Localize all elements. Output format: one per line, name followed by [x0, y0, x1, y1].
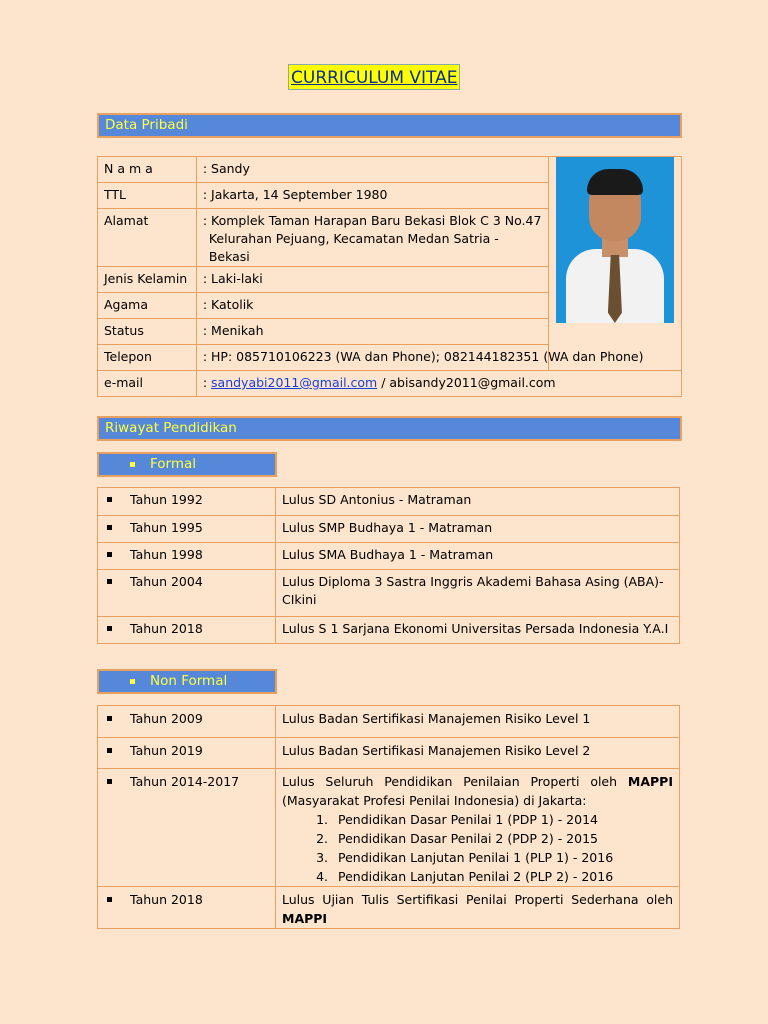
label-agama: Agama: [98, 293, 197, 319]
square-bullet-icon: [107, 626, 112, 631]
desc-cell: [276, 887, 680, 929]
square-bullet-icon: [107, 525, 112, 530]
value-email: [196, 371, 681, 397]
table-row: [98, 371, 682, 397]
table-row: [98, 157, 682, 183]
table-row: [98, 488, 680, 516]
value-jenis-kelamin: : Laki-laki: [196, 267, 548, 293]
page-title: CURRICULUM VITAE: [288, 64, 460, 90]
desc-cell: Lulus Diploma 3 Sastra Inggris Akademi Bahasa Asing (ABA)-CIkini: [276, 570, 680, 617]
label-nama: N a m a: [98, 157, 197, 183]
year-cell: [98, 769, 276, 887]
list-item: 4. Pendidikan Lanjutan Penilai 2 (PLP 2) - 2016: [332, 867, 673, 886]
desc-text: Lulus Seluruh Pendidikan Penilaian Properti oleh: [282, 774, 628, 789]
value-alamat: [196, 209, 548, 267]
year-label: Tahun 2009: [130, 711, 203, 726]
formal-education-table: [97, 487, 680, 644]
desc-cell: Lulus S 1 Sarjana Ekonomi Universitas Persada Indonesia Y.A.I: [276, 617, 680, 644]
subsection-header-non-formal: [97, 669, 277, 694]
value-nama: : Sandy: [196, 157, 548, 183]
section-header-riwayat-pendidikan: Riwayat Pendidikan: [97, 416, 682, 441]
year-label: Tahun 2019: [130, 743, 203, 758]
table-row: [98, 769, 680, 887]
table-row: [98, 543, 680, 570]
desc-cell: Lulus SMP Budhaya 1 - Matraman: [276, 516, 680, 543]
square-bullet-icon: [107, 779, 112, 784]
email-colon: :: [202, 375, 212, 390]
year-label: Tahun 2018: [130, 621, 203, 636]
value-telepon: : HP: 085710106223 (WA dan Phone); 082144182351 (WA dan Phone): [196, 345, 681, 371]
year-cell: [98, 543, 276, 570]
label-telepon: Telepon: [98, 345, 197, 371]
year-label: Tahun 1998: [130, 547, 203, 562]
table-row: [98, 345, 682, 371]
table-row: [98, 738, 680, 769]
email-secondary: / abisandy2011@gmail.com: [377, 375, 556, 390]
year-cell: [98, 738, 276, 769]
table-row: [98, 570, 680, 617]
table-row: [98, 887, 680, 929]
table-row: [98, 706, 680, 738]
value-status: : Menikah: [196, 319, 548, 345]
desc-text: Lulus Ujian Tulis Sertifikasi Penilai Properti Sederhana oleh: [282, 892, 673, 907]
label-status: Status: [98, 319, 197, 345]
square-bullet-icon: [107, 552, 112, 557]
desc-cell: Lulus Badan Sertifikasi Manajemen Risiko Level 1: [276, 706, 680, 738]
square-bullet-icon: [107, 497, 112, 502]
label-jenis-kelamin: Jenis Kelamin: [98, 267, 197, 293]
desc-text: (Masyarakat Profesi Penilai Indonesia) di Jakarta:: [282, 793, 587, 808]
year-label: Tahun 1995: [130, 520, 203, 535]
table-row: [98, 516, 680, 543]
desc-bold: MAPPI: [627, 774, 673, 789]
label-email: e-mail: [98, 371, 197, 397]
desc-cell: [276, 769, 680, 887]
subsection-label: Non Formal: [150, 673, 228, 689]
alamat-line-2: Kelurahan Pejuang, Kecamatan Medan Satria - Bekasi: [208, 231, 499, 264]
desc-cell: Lulus Badan Sertifikasi Manajemen Risiko Level 2: [276, 738, 680, 769]
year-label: Tahun 2014-2017: [130, 774, 240, 789]
square-bullet-icon: [130, 679, 135, 684]
subsection-header-formal: [97, 452, 277, 477]
photo-cell: [548, 157, 681, 371]
year-label: Tahun 1992: [130, 492, 203, 507]
section-header-data-pribadi: Data Pribadi: [97, 113, 682, 138]
year-cell: [98, 706, 276, 738]
label-alamat: Alamat: [98, 209, 197, 267]
desc-cell: Lulus SD Antonius - Matraman: [276, 488, 680, 516]
desc-bold: MAPPI: [282, 911, 328, 926]
year-cell: [98, 570, 276, 617]
square-bullet-icon: [107, 748, 112, 753]
subsection-label: Formal: [150, 456, 197, 472]
profile-photo: [556, 157, 674, 323]
value-agama: : Katolik: [196, 293, 548, 319]
year-label: Tahun 2018: [130, 892, 203, 907]
value-ttl: : Jakarta, 14 September 1980: [196, 183, 548, 209]
square-bullet-icon: [107, 579, 112, 584]
square-bullet-icon: [107, 897, 112, 902]
year-cell: [98, 516, 276, 543]
list-item: 1. Pendidikan Dasar Penilai 1 (PDP 1) - 2014: [332, 810, 673, 829]
non-formal-education-table: [97, 705, 680, 929]
list-item: 2. Pendidikan Dasar Penilai 2 (PDP 2) - 2015: [332, 829, 673, 848]
personal-data-table: [97, 156, 682, 397]
list-item: 3. Pendidikan Lanjutan Penilai 1 (PLP 1) - 2016: [332, 848, 673, 867]
year-cell: [98, 617, 276, 644]
table-row: [98, 617, 680, 644]
mappi-course-list: [282, 810, 673, 886]
year-cell: [98, 488, 276, 516]
year-cell: [98, 887, 276, 929]
alamat-line-1: : Komplek Taman Harapan Baru Bekasi Blok C 3 No.47: [202, 213, 542, 228]
year-label: Tahun 2004: [130, 574, 203, 589]
email-link[interactable]: sandyabi2011@gmail.com: [211, 375, 378, 390]
square-bullet-icon: [107, 716, 112, 721]
square-bullet-icon: [130, 462, 135, 467]
label-ttl: TTL: [98, 183, 197, 209]
desc-cell: Lulus SMA Budhaya 1 - Matraman: [276, 543, 680, 570]
mappi-description: [282, 772, 673, 810]
